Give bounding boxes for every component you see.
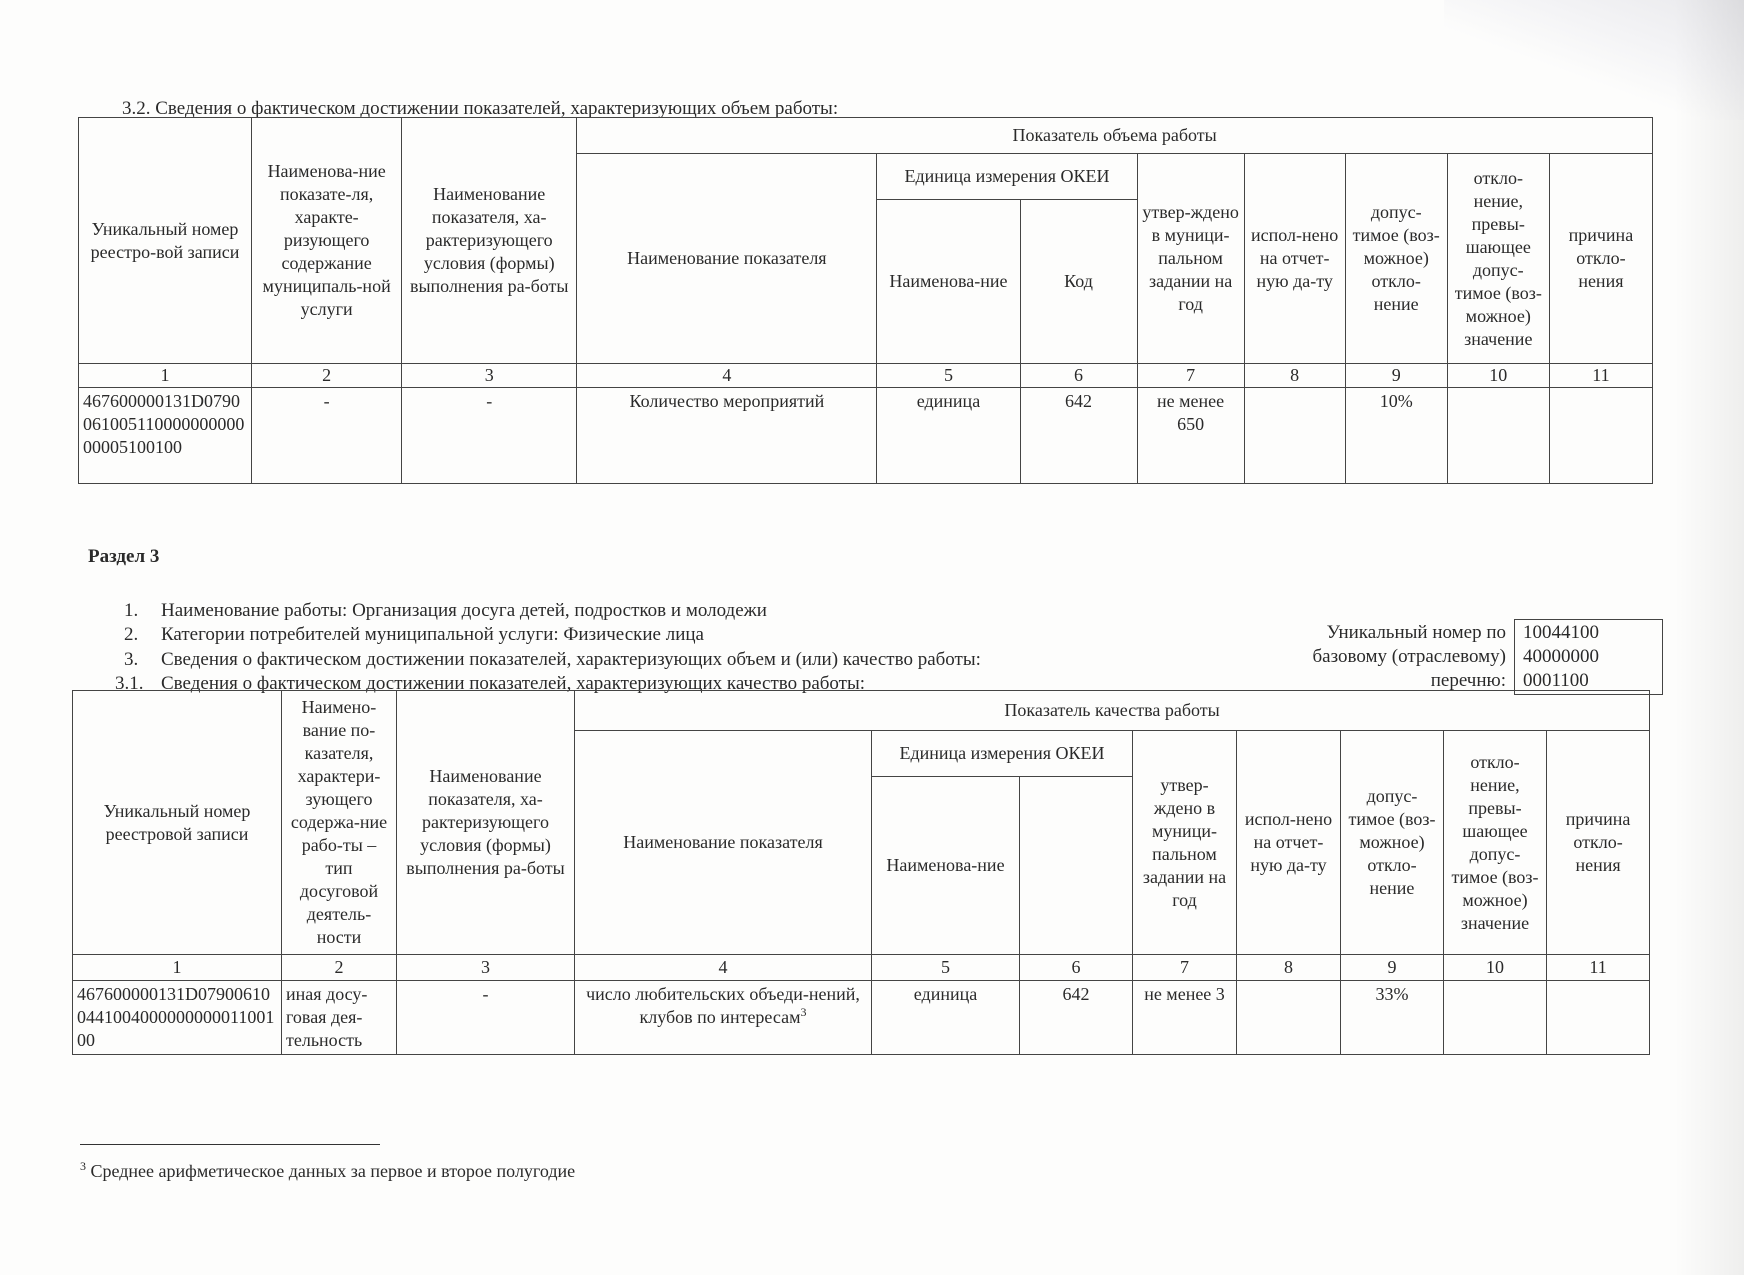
item-2-number: 2. — [124, 624, 139, 645]
cell-approved: не менее 650 — [1137, 388, 1244, 484]
header-exceeding-deviation: откло-нение, превы-шающее допус-тимое (воз-можное) значение — [1447, 154, 1549, 364]
cell-allowed-deviation: 10% — [1345, 388, 1447, 484]
unique-number-label-2: базовому (отраслевому) — [1312, 646, 1506, 667]
cell-executed — [1237, 981, 1341, 1055]
cell-deviation-reason — [1549, 388, 1652, 484]
column-number: 10 — [1447, 364, 1549, 388]
header-unit-code: Код — [1020, 200, 1137, 364]
column-number: 11 — [1547, 955, 1650, 981]
column-number: 11 — [1549, 364, 1652, 388]
header-deviation-reason: причина откло-нения — [1549, 154, 1652, 364]
column-number: 4 — [577, 364, 877, 388]
header-allowed-deviation: допус-тимое (воз-можное) откло-нение — [1345, 154, 1447, 364]
unique-number-box — [1514, 619, 1663, 695]
header-unit-name: Наименова-ние — [877, 200, 1020, 364]
cell-unit-code: 642 — [1020, 388, 1137, 484]
cell-allowed-deviation: 33% — [1341, 981, 1444, 1055]
section-32-title: 3.2. Сведения о фактическом достижении показателей, характеризующих объем работы: — [122, 98, 839, 119]
cell-indicator-name-text: число любительских объеди-нений, клубов по интересам — [586, 984, 860, 1027]
column-number: 8 — [1244, 364, 1345, 388]
header-content-indicator: Наименова-ние показате-ля, характе-ризующего содержание муниципаль-ной услуги — [252, 118, 402, 364]
item-3-number: 3. — [124, 649, 139, 670]
cell-deviation-reason — [1547, 981, 1650, 1055]
header-condition-indicator: Наименование показателя, ха-рактеризующего условия (формы) выполнения ра-боты — [397, 691, 575, 955]
cell-approved: не менее 3 — [1133, 981, 1237, 1055]
footnote — [80, 1160, 575, 1182]
header-registry-number: Уникальный номер реестровой записи — [73, 691, 282, 955]
column-number: 10 — [1444, 955, 1547, 981]
header-unit-name: Наименова-ние — [872, 777, 1020, 955]
column-number: 5 — [877, 364, 1020, 388]
footnote-ref: 3 — [800, 1005, 807, 1019]
header-volume-group: Показатель объема работы — [577, 118, 1653, 154]
item-1-text: Наименование работы: Организация досуга детей, подростков и молодежи — [161, 600, 767, 621]
column-number: 6 — [1020, 955, 1133, 981]
header-executed: испол-нено на отчет-ную да-ту — [1237, 731, 1341, 955]
cell-unit-code: 642 — [1020, 981, 1133, 1055]
quality-table — [72, 690, 1650, 1055]
column-number: 7 — [1137, 364, 1244, 388]
column-number: 9 — [1341, 955, 1444, 981]
item-1-number: 1. — [124, 600, 139, 621]
cell-exceeding-deviation — [1444, 981, 1547, 1055]
section-heading: Раздел 3 — [88, 546, 160, 567]
header-deviation-reason: причина откло-нения — [1547, 731, 1650, 955]
unique-number-label-1: Уникальный номер по — [1326, 622, 1506, 643]
column-number: 8 — [1237, 955, 1341, 981]
cell-unit-name: единица — [877, 388, 1020, 484]
column-number: 9 — [1345, 364, 1447, 388]
header-condition-indicator: Наименование показателя, ха-рактеризующего условия (формы) выполнения ра-боты — [402, 118, 577, 364]
column-number: 2 — [282, 955, 397, 981]
column-number: 6 — [1020, 364, 1137, 388]
unique-number-label-3: перечню: — [1430, 670, 1506, 691]
cell-indicator-name: Количество мероприятий — [577, 388, 877, 484]
item-3-text: Сведения о фактическом достижении показателей, характеризующих объем и (или) качество работы: — [161, 649, 981, 670]
column-number: 3 — [402, 364, 577, 388]
footnote-separator — [80, 1144, 380, 1145]
header-indicator-name: Наименование показателя — [577, 154, 877, 364]
item-31-text: Сведения о фактическом достижении показателей, характеризующих качество работы: — [161, 673, 866, 694]
column-number: 5 — [872, 955, 1020, 981]
item-2-text: Категории потребителей муниципальной услуги: Физические лица — [161, 624, 704, 645]
column-number: 3 — [397, 955, 575, 981]
cell-content-indicator: иная досу-говая дея-тельность — [282, 981, 397, 1055]
footnote-marker: 3 — [80, 1159, 86, 1173]
cell-condition-indicator: - — [397, 981, 575, 1055]
cell-indicator-name — [575, 981, 872, 1055]
volume-table — [78, 117, 1653, 484]
column-number: 2 — [252, 364, 402, 388]
header-executed: испол-нено на отчет-ную да-ту — [1244, 154, 1345, 364]
item-31-number: 3.1. — [115, 673, 144, 694]
cell-registry-number: 467600000131D079006100511000000000000005100100 — [79, 388, 252, 484]
header-unit-code — [1020, 777, 1133, 955]
header-content-indicator: Наимено-вание по-казателя, характери-зующего содержа-ние рабо-ты – тип досуговой деятель-ности — [282, 691, 397, 955]
header-quality-group: Показатель качества работы — [575, 691, 1650, 731]
header-approved: утвер-ждено в муници-пальном задании на год — [1137, 154, 1244, 364]
unique-number-line-1: 10044100 — [1523, 622, 1599, 643]
header-approved: утвер-ждено в муници-пальном задании на год — [1133, 731, 1237, 955]
unique-number-line-2: 40000000 — [1523, 646, 1599, 667]
footnote-text: Среднее арифметическое данных за первое и второе полугодие — [86, 1161, 576, 1181]
column-number: 1 — [79, 364, 252, 388]
page-edge-shadow — [1674, 0, 1744, 1275]
column-number: 7 — [1133, 955, 1237, 981]
cell-registry-number: 467600000131D07900610044100400000000001100100 — [73, 981, 282, 1055]
header-allowed-deviation: допус-тимое (воз-можное) откло-нение — [1341, 731, 1444, 955]
column-number: 4 — [575, 955, 872, 981]
column-number: 1 — [73, 955, 282, 981]
cell-content-indicator: - — [252, 388, 402, 484]
unique-number-line-3: 0001100 — [1523, 670, 1589, 691]
cell-exceeding-deviation — [1447, 388, 1549, 484]
cell-unit-name: единица — [872, 981, 1020, 1055]
header-registry-number: Уникальный номер реестро-вой записи — [79, 118, 252, 364]
header-exceeding-deviation: откло-нение, превы-шающее допус-тимое (воз-можное) значение — [1444, 731, 1547, 955]
header-okei: Единица измерения ОКЕИ — [872, 731, 1133, 777]
cell-executed — [1244, 388, 1345, 484]
header-okei: Единица измерения ОКЕИ — [877, 154, 1137, 200]
cell-condition-indicator: - — [402, 388, 577, 484]
header-indicator-name: Наименование показателя — [575, 731, 872, 955]
